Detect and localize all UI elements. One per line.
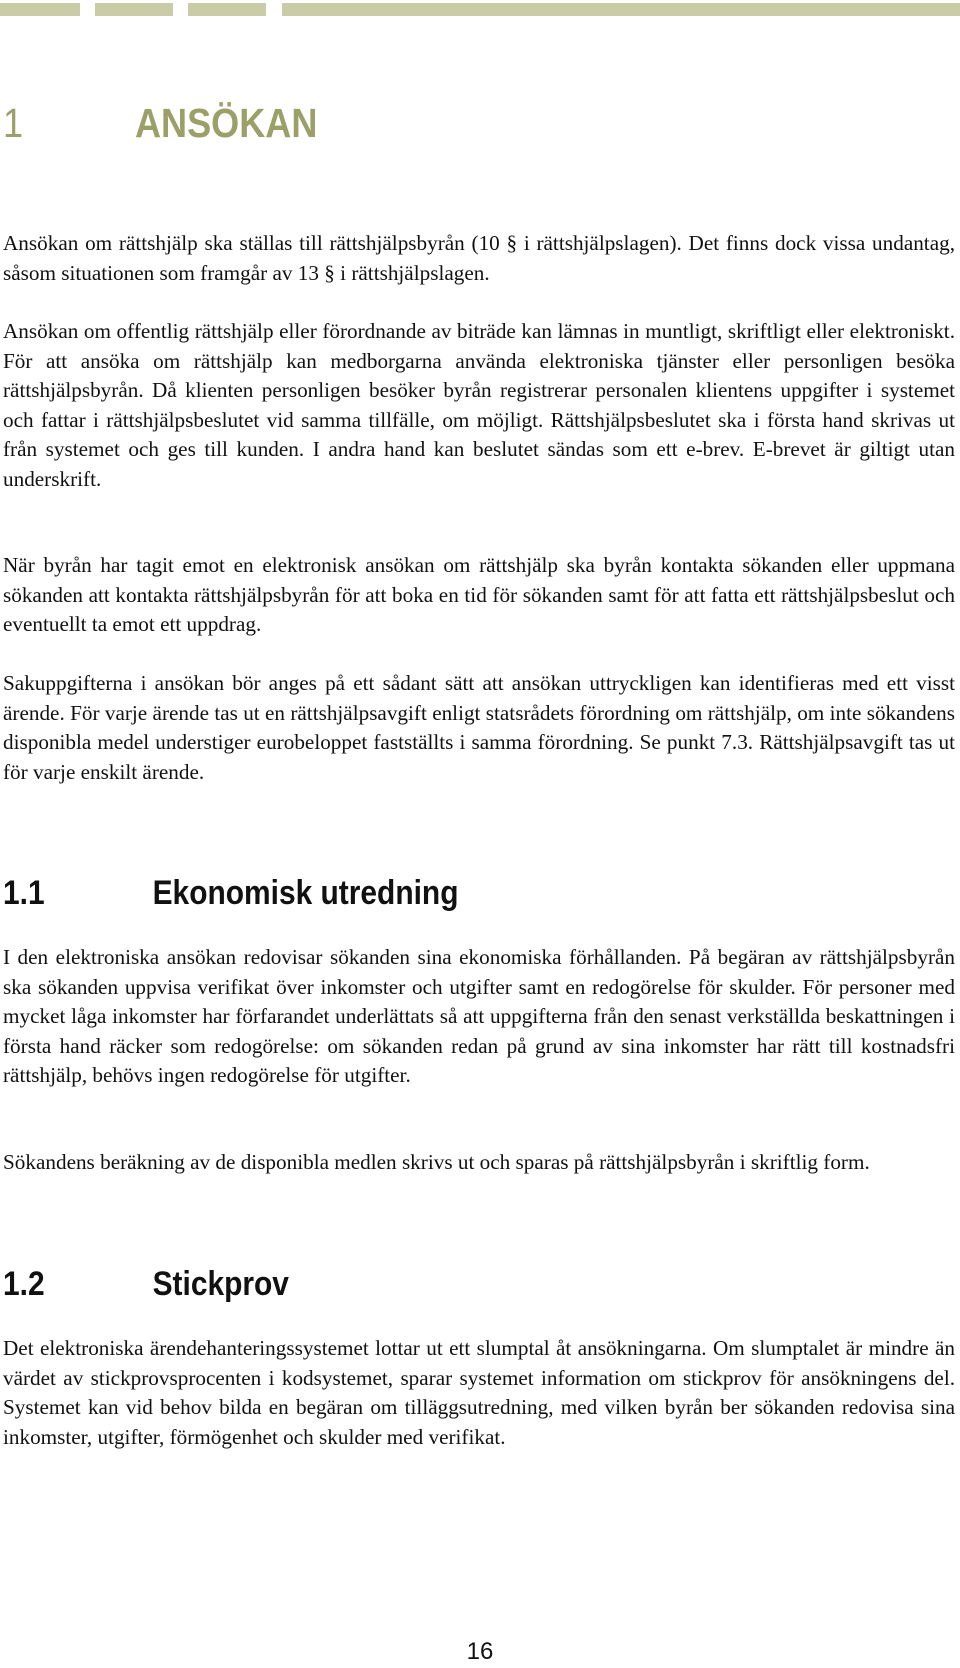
header-bar-1 — [0, 3, 80, 16]
section-title-1-2: Stickprov — [152, 1264, 289, 1303]
paragraph-case-details: Sakuppgifterna i ansökan bör anges på ett sådant sätt att ansökan uttryckligen kan identifieras med ett visst ärende. För varje ärende tas ut en rättshjälpsavgift enligt statsrådets förordning om rättshjälp, om inte sökandens disponibla medel understiger eurobeloppet fastställts i samma förordning. Se punkt 7.3. Rättshjälpsavgift tas ut för varje enskilt ärende. — [3, 671, 955, 784]
section-number-1-1: 1.1 — [3, 873, 45, 912]
section-heading-1-1 — [3, 871, 458, 915]
header-decoration — [0, 3, 960, 17]
paragraph-application-methods: Ansökan om offentlig rättshjälp eller förordnande av biträde kan lämnas in muntligt, skriftligt eller elektroniskt. För att ansöka om rättshjälp kan medborgarna använda elektroniska tjänster eller personligen besöka rättshjälpsbyrån. Då klienten personligen besöker byrån registrerar personalen klientens uppgifter i systemet och fattar i rättshjälpsbeslutet vid samma tillfälle, om möjligt. Rättshjälpsbeslutet ska i första hand skrivas ut från systemet och ges till kunden. I andra hand kan beslutet sändas som ett e-brev. E-brevet är giltigt utan underskrift. — [3, 319, 955, 491]
section-number-1-2: 1.2 — [3, 1264, 45, 1303]
section-heading-1-2 — [3, 1262, 289, 1306]
page-number: 16 — [466, 1638, 494, 1665]
paragraph-random-sampling: Det elektroniska ärendehanteringssystemet lottar ut ett slumptal åt ansökningarna. Om slumptalet är mindre än värdet av stickprovsprocenten i kodsystemet, sparar systemet information om stickprov för ansökningens del. Systemet kan vid behov bilda en begäran om tilläggsutredning, med vilken byrån ber sökanden redovisa sina inkomster, utgifter, förmögenhet och skulder med verifikat. — [3, 1336, 955, 1449]
header-bar-2 — [95, 3, 173, 16]
paragraph-calculation-storage: Sökandens beräkning av de disponibla medlen skrivs ut och sparas på rättshjälpsbyrån i skriftlig form. — [3, 1150, 870, 1174]
chapter-number: 1 — [3, 99, 24, 146]
paragraph-application-submission: Ansökan om rättshjälp ska ställas till rättshjälpsbyrån (10 § i rättshjälpslagen). Det finns dock vissa undantag, såsom situationen som framgår av 13 § i rättshjälpslagen. — [3, 231, 955, 285]
chapter-heading — [3, 98, 317, 148]
section-title-1-1: Ekonomisk utredning — [152, 873, 459, 912]
paragraph-economic-statement: I den elektroniska ansökan redovisar sökanden sina ekonomiska förhållanden. På begäran av rättshjälpsbyrån ska sökanden uppvisa verifikat över inkomster och utgifter samt en redogörelse för skulder. För personer med mycket låga inkomster har förfarandet underlättats så att uppgifterna från den senast verkställda beskattningen i första hand räcker som redogörelse: om sökanden redan på grund av sina inkomster har rätt till kostnadsfri rättshjälp, behövs ingen redogörelse för utgifter. — [3, 945, 955, 1087]
paragraph-electronic-application: När byrån har tagit emot en elektronisk ansökan om rättshjälp ska byrån kontakta sökanden eller uppmana sökanden att kontakta rättshjälpsbyrån för att boka en tid för sökanden samt för att fatta ett rättshjälpsbeslut och eventuellt ta emot ett uppdrag. — [3, 553, 955, 636]
header-bar-4 — [282, 3, 960, 16]
chapter-title: ANSÖKAN — [135, 99, 318, 146]
header-bar-3 — [188, 3, 266, 16]
